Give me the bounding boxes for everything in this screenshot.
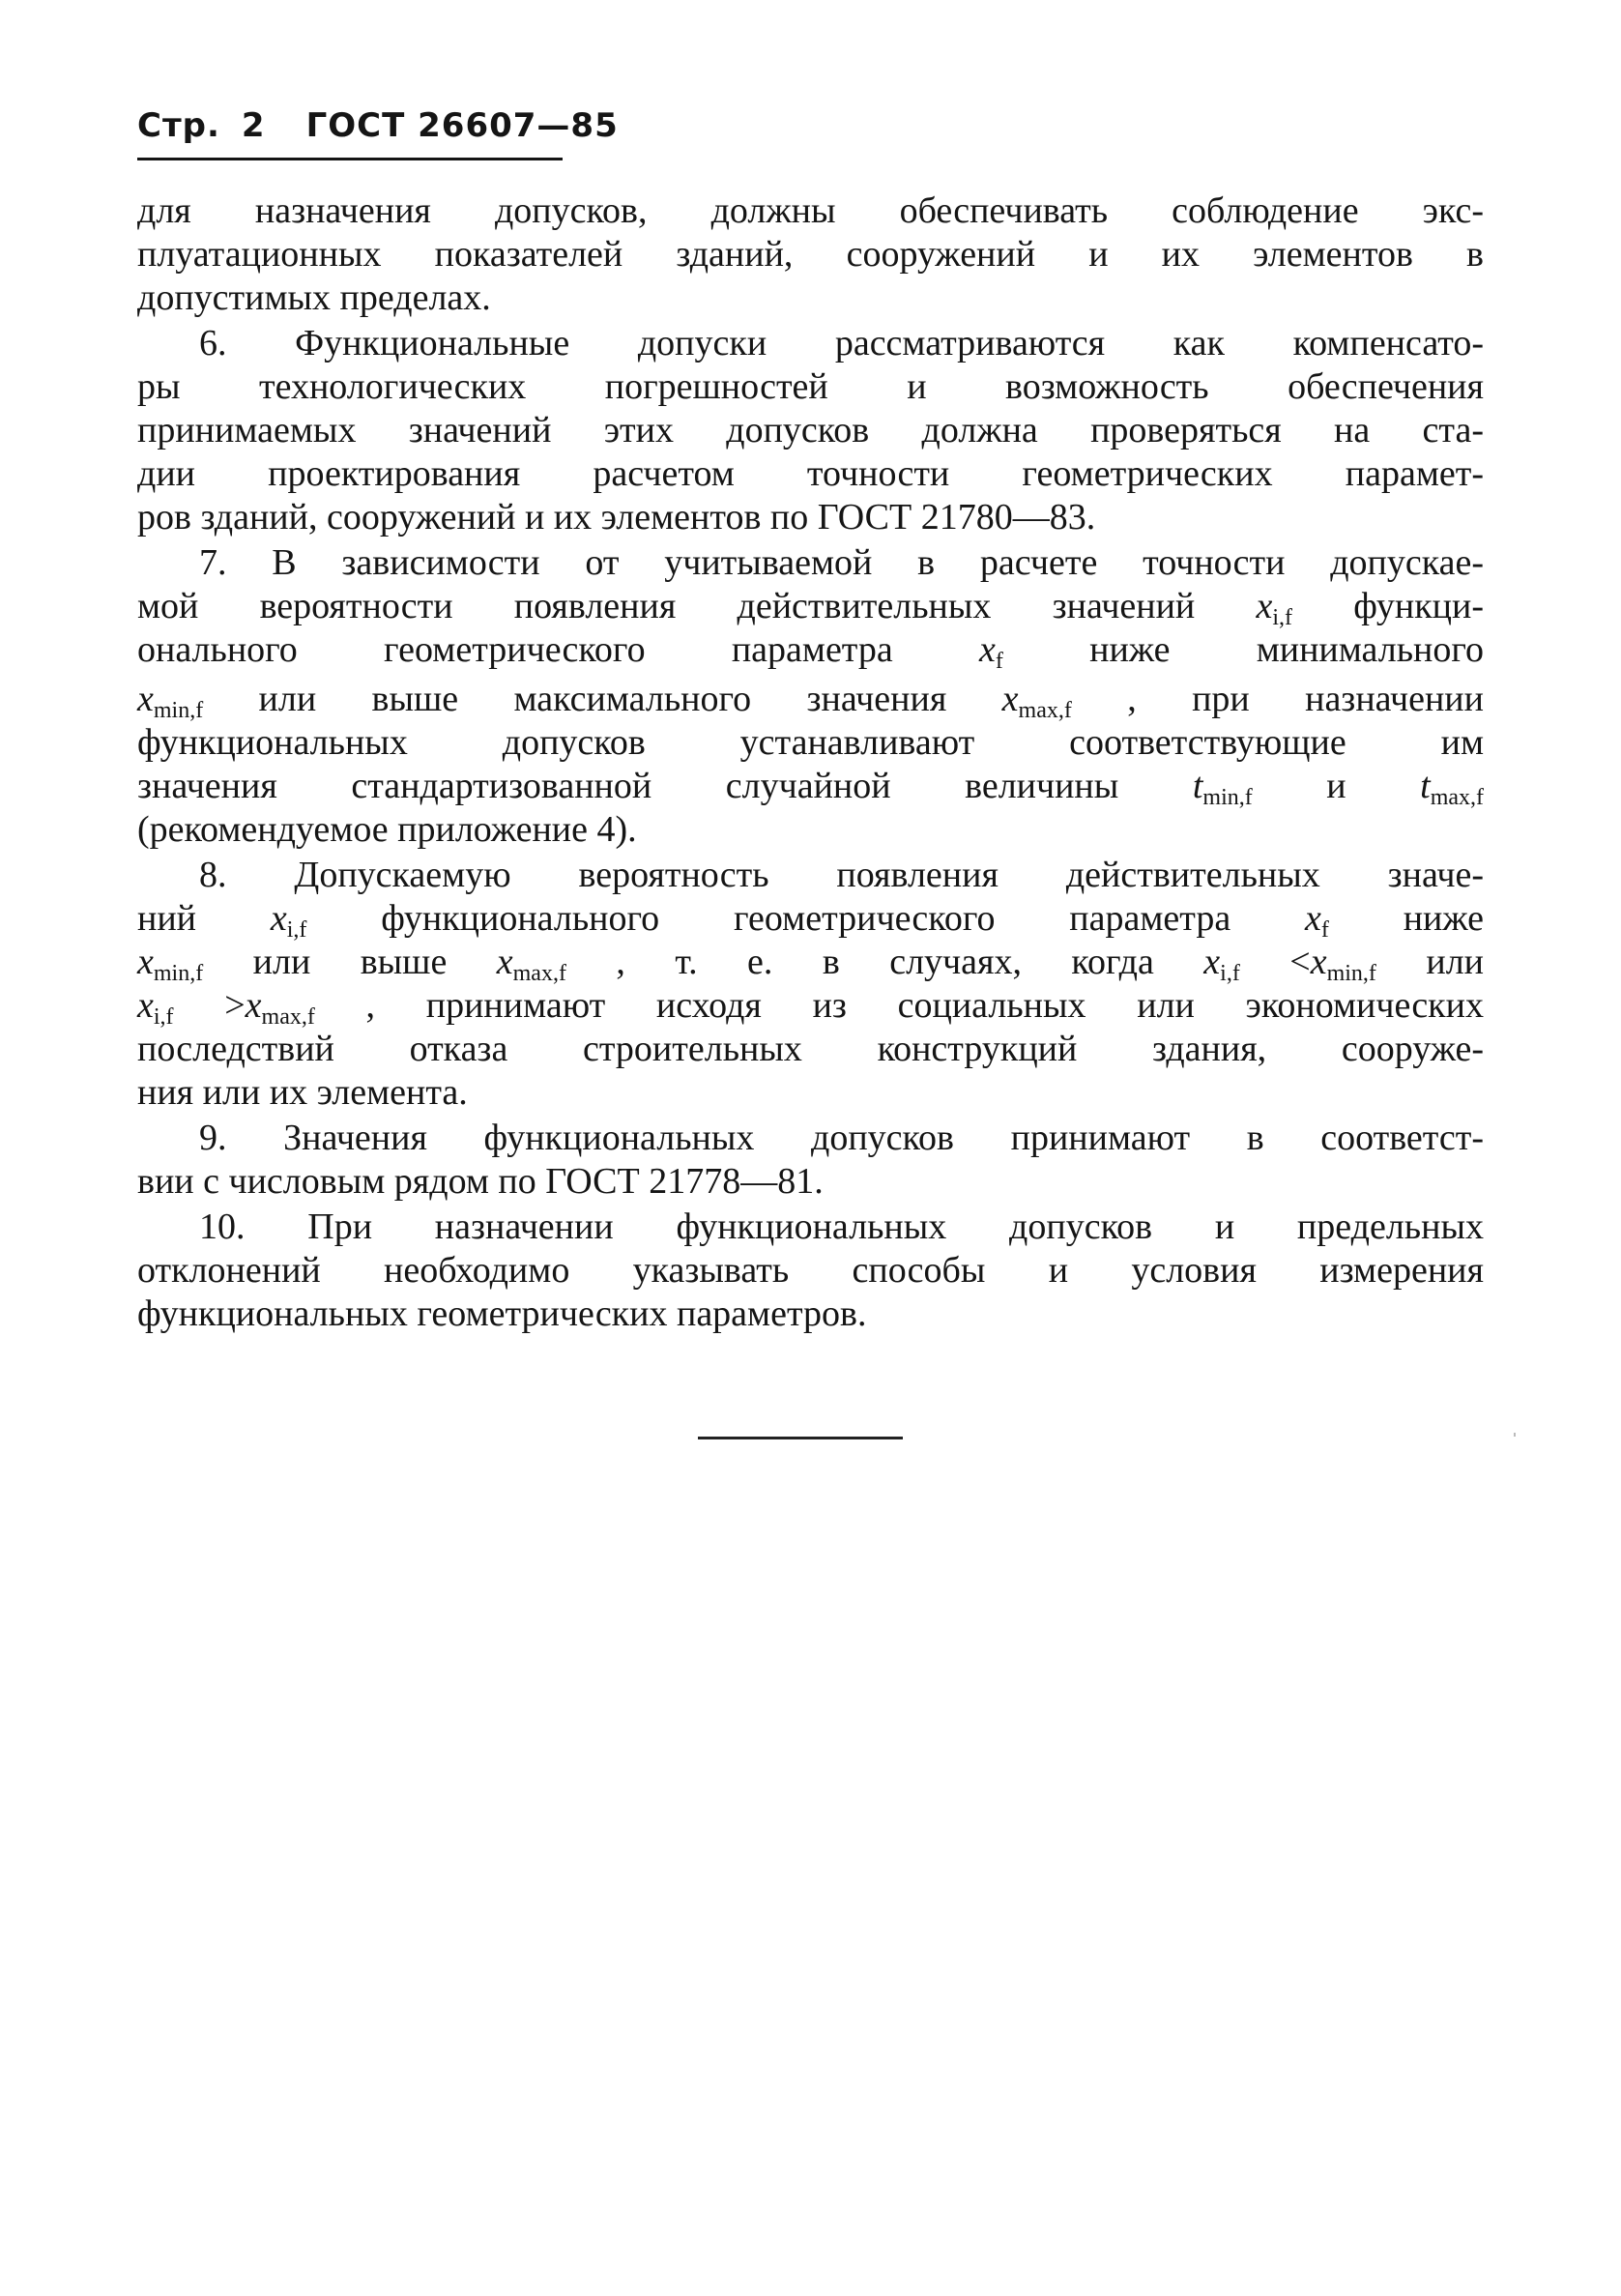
page-label: Стр. [137, 106, 220, 145]
text-run: последствий отказа строительных конструкций здания, сооруже- [137, 1029, 1484, 1069]
text-run: мой вероятности появления действительных значений [137, 586, 1257, 626]
text-run: значения стандартизованной случайной величины [137, 766, 1193, 806]
text-line [137, 897, 1484, 941]
header-rule [137, 158, 563, 160]
math-subscript: max,f [512, 961, 566, 986]
math-variable: t [1192, 766, 1203, 806]
text-run: функци- [1292, 586, 1485, 626]
standard-number: ГОСТ 26607—85 [305, 106, 619, 145]
text-run: 7. В зависимости от учитываемой в расчете точности допускае- [199, 542, 1484, 583]
math-variable: t [1420, 766, 1431, 806]
text-run: и [1252, 766, 1421, 806]
text-run: принимаемых значений этих допусков должна проверяться на ста- [137, 410, 1484, 450]
math-variable: x [979, 629, 996, 670]
text-run: допустимых пределах. [137, 277, 491, 318]
paragraph-6-start [137, 322, 1484, 365]
text-run: или выше максимального значения [203, 679, 1002, 719]
text-line [137, 678, 1484, 721]
text-line [137, 765, 1484, 808]
math-subscript: min,f [153, 698, 204, 723]
text-run: или выше [203, 942, 497, 982]
text-run: > [173, 985, 246, 1026]
text-line [137, 233, 1484, 276]
text-line [137, 585, 1484, 628]
text-run: для назначения допусков, должны обеспечивать соблюдение экс- [137, 190, 1484, 231]
end-rule [698, 1437, 903, 1439]
text-line [137, 189, 1484, 233]
text-run: (рекомендуемое приложение 4). [137, 809, 637, 850]
page-number: 2 [241, 106, 266, 145]
math-subscript: f [1320, 917, 1329, 943]
text-line [137, 365, 1484, 409]
math-subscript: min,f [1202, 785, 1253, 810]
text-line [137, 1249, 1484, 1293]
text-line [137, 721, 1484, 765]
math-variable: x [1305, 898, 1321, 939]
text-line [137, 276, 1484, 320]
math-subscript: max,f [1018, 698, 1072, 723]
math-subscript: max,f [1430, 785, 1485, 810]
text-run: онального геометрического параметра [137, 629, 980, 670]
page-header [137, 106, 619, 145]
math-subscript: f [995, 649, 1003, 674]
paragraph-9-start [137, 1117, 1484, 1160]
math-subscript: max,f [261, 1004, 315, 1030]
math-variable: x [1001, 679, 1019, 719]
scan-speck [1514, 1433, 1516, 1437]
text-line [137, 984, 1484, 1028]
math-subscript: min,f [1326, 961, 1376, 986]
math-variable: x [137, 985, 154, 1026]
text-run: ры технологических погрешностей и возможность обеспечения [137, 366, 1484, 407]
text-run: отклонений необходимо указывать способы и условия измерения [137, 1250, 1484, 1291]
text-run: 10. При назначении функциональных допусков и предельных [199, 1206, 1484, 1247]
body-text [137, 189, 1484, 1336]
text-line [137, 496, 1484, 539]
text-run: 9. Значения функциональных допусков принимают в соответст- [199, 1118, 1484, 1158]
math-variable: x [1203, 942, 1221, 982]
text-line [137, 628, 1484, 672]
math-subscript: i,f [1272, 605, 1293, 630]
text-line [137, 409, 1484, 452]
math-subscript: min,f [153, 961, 204, 986]
math-variable: x [270, 898, 287, 939]
math-variable: x [496, 942, 513, 982]
text-run: ниже [1328, 898, 1484, 939]
text-run: 6. Функциональные допуски рассматриваются как компенсато- [199, 323, 1484, 363]
math-variable: x [137, 942, 154, 982]
paragraph-10-start [137, 1206, 1484, 1249]
math-variable: x [1256, 586, 1273, 626]
text-run: < [1239, 942, 1311, 982]
math-subscript: i,f [286, 917, 307, 943]
text-run: ния или их элемента. [137, 1072, 468, 1113]
text-line [137, 452, 1484, 496]
math-variable: x [1310, 942, 1327, 982]
text-run: ний [137, 898, 271, 939]
text-run: ров зданий, сооружений и их элементов по ГОСТ 21780—83. [137, 497, 1096, 538]
text-run: 8. Допускаемую вероятность появления действительных значе- [199, 855, 1484, 895]
text-run: функционального геометрического параметра [306, 898, 1306, 939]
text-line [137, 1160, 1484, 1204]
text-line [137, 1028, 1484, 1071]
math-variable: x [137, 679, 154, 719]
text-run: плуатационных показателей зданий, сооружений и их элементов в [137, 234, 1484, 275]
text-line [137, 1293, 1484, 1336]
math-subscript: i,f [1220, 961, 1240, 986]
text-run: ниже минимального [1002, 629, 1485, 670]
text-run: вии с числовым рядом по ГОСТ 21778—81. [137, 1161, 824, 1202]
paragraph-7-start [137, 541, 1484, 585]
text-run: , при назначении [1071, 679, 1484, 719]
text-line [137, 808, 1484, 852]
text-line [137, 941, 1484, 984]
math-variable: x [245, 985, 262, 1026]
text-run: , т. е. в случаях, когда [565, 942, 1204, 982]
text-line [137, 1071, 1484, 1115]
paragraph-8-start [137, 854, 1484, 897]
math-subscript: i,f [153, 1004, 174, 1030]
text-run: функциональных допусков устанавливают соответствующие им [137, 722, 1484, 763]
text-run: или [1375, 942, 1484, 982]
text-run: функциональных геометрических параметров. [137, 1293, 867, 1334]
text-run: дии проектирования расчетом точности геометрических парамет- [137, 453, 1484, 494]
text-run: , принимают исходя из социальных или экономических [314, 985, 1484, 1026]
